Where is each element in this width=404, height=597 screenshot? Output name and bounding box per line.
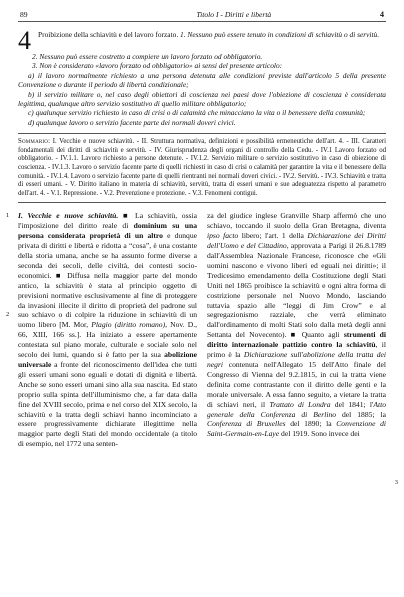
summary-label: Sommario: (18, 138, 51, 146)
document-title: Conferenza di Bruxelles (207, 419, 286, 429)
commentary-columns (6, 211, 398, 487)
article-heading-block (18, 26, 386, 55)
summary-divider (18, 202, 386, 203)
text-run: , il primo è la (207, 340, 386, 360)
citation-text: Plagio (diritto romano) (91, 320, 166, 330)
comma-2: 2. Nessuno può essere costretto a compiere un lavoro forzato od obbligatorio. (32, 52, 263, 61)
document-title: Dichiarazione sull'abolizione della tratta dei negri (207, 350, 386, 369)
article-text (18, 26, 386, 127)
running-title: Titolo I - Diritti e libertà (196, 10, 272, 19)
text-run: , Nov. D., 66, XIII, 166 ss.]. Ha iniziato a essere apertamente contestata sul piano morale, culturale e sociale solo nel secolo dei lumi, quando si è fatto per la sua (18, 320, 197, 360)
text-run: libero; l'art. 1 della (238, 231, 308, 241)
right-paragraph (207, 211, 386, 439)
document-title: Convenzione di Saint-Germain-en-Laye (207, 419, 387, 439)
page-header (18, 10, 386, 22)
text-run: a fronte del riconoscimento dell'idea che tutti gli esseri umani sono eguali e dotati di dignità e libertà. Anche se sono esseri umani sino alla sua nascita. Ed stato proprio sulla spinta dell'illuminismo che, a far data dalla fine del XVIII secolo, prima e nel corso del XIX secolo, la schiavitù e la tratta degli schiavi hanno incominciato a essere progressivamente dichiarate illegittime nella maggior parte degli Stati del mondo occidentale (a titolo di esempio, nel 1772 una senten- (18, 360, 197, 449)
text-run: contenuta nell'Allegato 15 dell'Atto finale del Congresso di Vienna del 9.2.1815, in cui la tratta viene definita come contrastante con il diritto delle genti e la morale universale. A essa fanno seguito, a vietare la tratta di schiavi neri, il (207, 360, 386, 409)
left-paragraph (18, 211, 197, 449)
summary-box (18, 133, 386, 203)
emphasis-text: dominium su una persona considerata proprietà di un altro (18, 221, 197, 241)
emphasis-text: abolizione universale (18, 350, 197, 369)
document-title: Trattato di Londra (269, 399, 331, 409)
summary-text: I. Vecchie e nuove schiavitù. - II. Struttura normativa, definizioni e possibilità ermeneutiche dell'art. 4. - III. Caratteri fondamentali dei diritti di schiavitù e servitù. - IV. Giurisprudenza degli organi di controllo della Cedu. - IV.1 Lavoro forzato od obbligatorio. - IV.1.1. Lavoro richiesto a persone detenute. - IV.1.2. Servizio militare o servizio sostitutivo in caso di obiezione di coscienza. - IV.1.3. Lavoro o servizio facente parte di quelli richiesti in caso di crisi o calamità per garantire la vita e il benessere della comunità. - IV.1.4. Lavoro o servizio facente parte di quelli rientranti nei normali doveri civici. - IV.2. Servitù. - IV.3. Schiavitù e tratta di esseri umani. - V. Diritto italiano in materia di schiavitù, servitù, tratta di esseri umani e sue adeguatezza rispetto al parametro dell'art. 4. - V.1. Repressione. - V.2. Prevenzione e protezione. - V.3. Fenomeni contigui. (18, 138, 386, 197)
text-run: del 1841; l' (330, 399, 374, 409)
margin-number-2: 2 (6, 311, 10, 319)
left-column (6, 211, 197, 449)
text-run: del 1885; la (336, 409, 387, 419)
comma-3-b: b) il servizio militare o, nel caso degli obiettori di coscienza nei paesi dove l'obiezione di coscienza è considerata legittima, qualunque altro servizio sostitutivo di quello militare obbligatorio; (18, 89, 386, 109)
text-run: del 1919. Sono invece dei (279, 429, 360, 439)
text-run: del 1890; la (285, 419, 337, 429)
document-title: Atto generale della Conferenza di Berlino (207, 399, 386, 419)
comma-3-d: d) qualunque lavoro o servizio facente parte dei normali doveri civici. (28, 117, 236, 127)
text-run: za del giudice inglese Granville Sharp affermò che uno schiavo, toccando il suolo della Gran Bretagna, diventa (207, 211, 386, 231)
article-number: 4 (18, 26, 31, 55)
comma-1: 1. Nessuno può essere tenuto in condizioni di schiavitù o di servitù. (180, 30, 380, 39)
document-title: Dichiarazione dei Diritti dell'Uomo e del Cittadino (207, 231, 387, 251)
text-run: , approvata a Parigi il 26.8.1789 dall'Assemblea Nazionale Francese, riconosce che «Gli uomini nascono e vivono liberi ed eguali nei diritti»; il Tredicesimo emendamento della Costituzione degli Stati Uniti nel 1865 proibisce la schiavitù e ogni altra forma di costrizione personale nel Nuovo Mondo, lasciando tuttavia spazio alle “leggi di Jim Crow” e al segregazionismo razziale, che verrà eliminato dall'ordinamento di molti Stati solo dalla metà degli anni Settanta del Novecento). ■ Quanto agli (207, 241, 386, 340)
margin-number-1: 1 (6, 212, 10, 220)
section-heading: I. Vecchie e nuove schiavitù. (18, 211, 119, 221)
comma-3-c: c) qualunque servizio richiesto in caso di crisi o di calamità che minacciano la vita o il benessere della comunità; (28, 108, 366, 118)
margin-number-3: 3 (394, 479, 398, 487)
right-column (207, 211, 398, 487)
latin-term: ipso facto (207, 231, 239, 241)
comma-3-a: a) il lavoro normalmente richiesto a una persona detenuta alle condizioni previste dall'articolo 5 della presente Convenzione o durante il periodo di libertà condizionale; (18, 70, 386, 90)
page-number: 89 (20, 10, 28, 19)
article-heading: Proibizione della schiavitù e del lavoro forzato. (38, 30, 179, 39)
article-marker: 4 (379, 10, 384, 19)
emphasis-text: strumenti di diritto internazionale pattizio contro la schiavitù (207, 330, 386, 350)
text-run: e dunque privata di diritti e libertà e ridotta a “cosa”, è una costante della storia umana, anche se ha assunto forme diverse a seconda dei secoli, delle civiltà, dei contesti socio-economici. ■ Diffusa nella maggior parte del mondo antico, la schiavitù è stata al principio oggetto di previsioni normative esclusivamente al fine di proteggere da invasioni illecite il diritto di proprietà del padrone sul suo schiavo o di colpire la riduzione in schiavitù di un uomo libero [M. Mor, (18, 231, 197, 330)
comma-3: 3. Non è considerato «lavoro forzato od obbligatorio» ai sensi del presente articolo: (32, 61, 283, 71)
text-run: ■ La schiavitù, ossia l'imposizione del diritto reale di (18, 211, 197, 231)
